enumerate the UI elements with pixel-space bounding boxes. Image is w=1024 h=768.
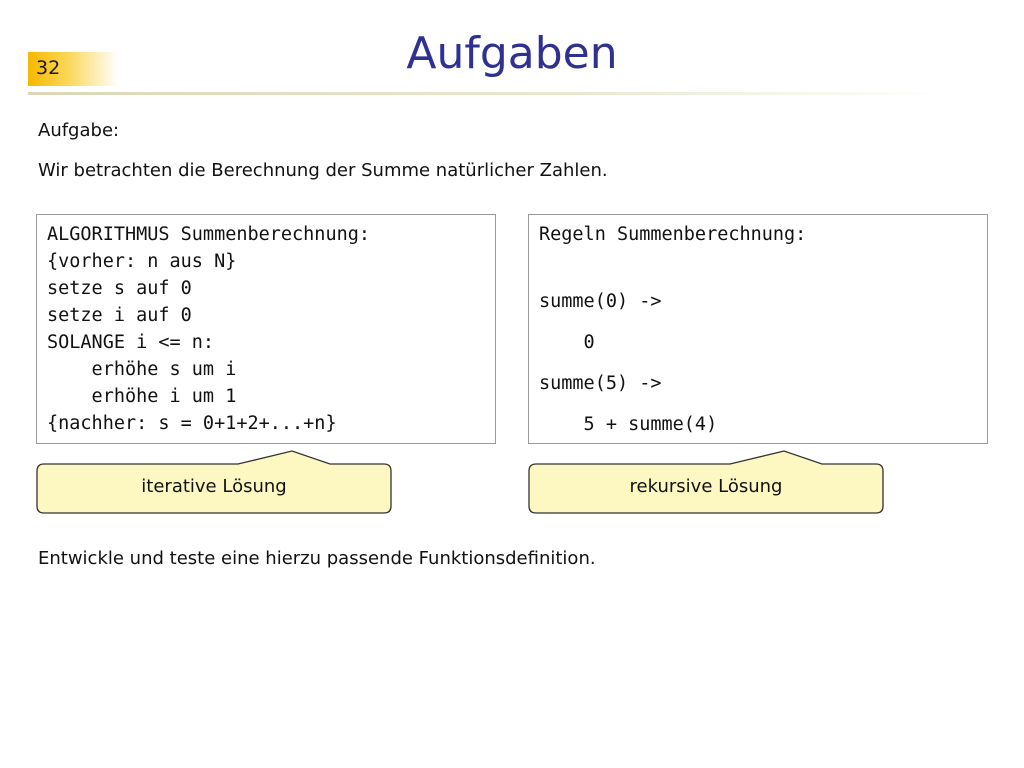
slide-title: Aufgaben: [406, 28, 618, 79]
code-line: setze i auf 0: [47, 305, 192, 326]
callout-recursive-label: rekursive Lösung: [629, 476, 783, 497]
slide-number: 32: [36, 57, 61, 79]
task-label: Aufgabe:: [38, 120, 120, 141]
task-statement: Wir betrachten die Berechnung der Summe natürlicher Zahlen.: [38, 160, 608, 181]
code-line: summe(5) ->: [539, 373, 662, 394]
code-line: erhöhe s um i: [47, 359, 237, 380]
code-line: SOLANGE i <= n:: [47, 332, 215, 353]
task-instruction: Entwickle und teste eine hierzu passende Funktionsdefinition.: [38, 548, 596, 569]
code-line: Regeln Summenberechnung:: [539, 224, 807, 245]
code-line: 5 + summe(4): [539, 414, 718, 435]
code-line: setze s auf 0: [47, 278, 192, 299]
callout-iterative-label: iterative Lösung: [141, 476, 287, 497]
code-line: summe(0) ->: [539, 291, 662, 312]
code-line: ALGORITHMUS Summenberechnung:: [47, 224, 371, 245]
code-line: {nachher: s = 0+1+2+...+n}: [47, 413, 337, 434]
code-line: {vorher: n aus N}: [47, 251, 237, 272]
code-line: erhöhe i um 1: [47, 386, 237, 407]
code-line: 0: [539, 332, 595, 353]
